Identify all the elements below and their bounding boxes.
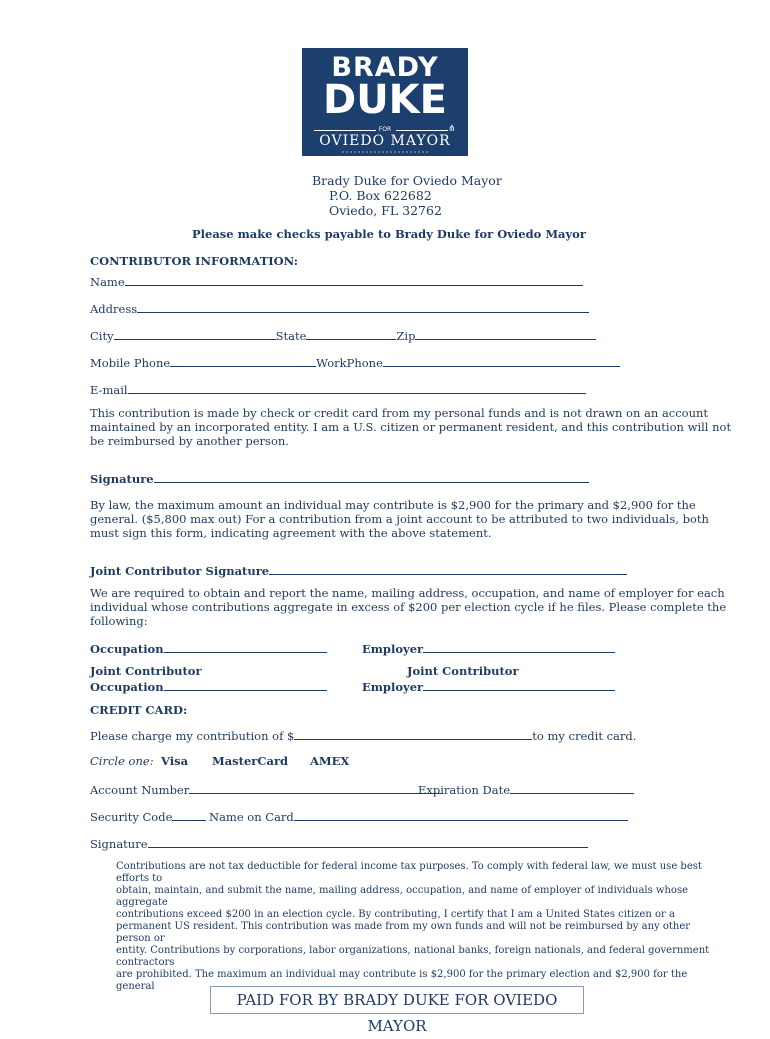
card-signature-field[interactable] xyxy=(148,835,588,848)
disclaimer-line: general xyxy=(116,981,155,992)
name-row xyxy=(90,273,583,289)
joint-signature-label: Joint Contributor Signature xyxy=(90,564,270,578)
joint-occupation-row xyxy=(90,678,327,694)
card-signature-label: Signature xyxy=(90,837,148,851)
joint-signature-field[interactable] xyxy=(269,562,627,575)
joint-employer-row xyxy=(362,678,615,694)
employer-row xyxy=(362,640,615,656)
card-type-amex[interactable]: AMEX xyxy=(310,754,350,768)
expiration-field[interactable] xyxy=(510,781,634,794)
city-row xyxy=(90,327,596,343)
security-code-label: Security Code xyxy=(90,810,173,824)
mobile-phone-label: Mobile Phone xyxy=(90,356,171,370)
disclaimer-line: efforts to xyxy=(116,873,163,884)
signature-field[interactable] xyxy=(154,470,589,483)
security-row xyxy=(90,808,206,824)
campaign-name: Brady Duke for Oviedo Mayor xyxy=(312,173,502,188)
disclaimer-line: contractors xyxy=(116,957,175,968)
logo-line-brady: BRADY xyxy=(331,52,439,83)
account-row xyxy=(90,781,443,797)
occupation-label: Occupation xyxy=(90,642,164,656)
logo-tagline-divider xyxy=(342,151,428,153)
campaign-logo xyxy=(302,48,468,156)
joint-employer-heading: Joint Contributor xyxy=(407,664,519,678)
city-field[interactable] xyxy=(114,327,276,340)
zip-label: Zip xyxy=(396,329,416,343)
campaign-po-box: P.O. Box 622682 xyxy=(329,188,432,203)
disclaimer-line: are prohibited. The maximum an individual may contribute is $2,900 for the primary election and $2,900 for the xyxy=(116,969,688,980)
mobile-phone-field[interactable] xyxy=(170,354,316,367)
name-on-card-label: Name on Card xyxy=(209,810,294,824)
charge-row xyxy=(90,727,636,743)
joint-signature-row xyxy=(90,562,627,578)
employer-field[interactable] xyxy=(423,640,615,653)
expiration-label: Expiration Date xyxy=(418,783,511,797)
card-type-visa[interactable]: Visa xyxy=(161,754,189,768)
disclaimer-line: obtain, maintain, and submit the name, mailing address, occupation, and name of employer of individuals whose xyxy=(116,885,688,896)
city-label: City xyxy=(90,329,114,343)
address-row xyxy=(90,300,589,316)
name-on-card-row xyxy=(209,808,628,824)
contributor-heading: CONTRIBUTOR INFORMATION: xyxy=(90,254,299,268)
disclaimer-line: Contributions are not tax deductible for federal income tax purposes. To comply with federal law, we must use best xyxy=(116,861,702,872)
occupation-row xyxy=(90,640,327,656)
joint-occupation-heading: Joint Contributor xyxy=(90,664,202,678)
name-on-card-field[interactable] xyxy=(294,808,628,821)
card-signature-row xyxy=(90,835,588,851)
logo-rule-right xyxy=(396,130,448,131)
account-number-label: Account Number xyxy=(90,783,190,797)
credit-card-heading: CREDIT CARD: xyxy=(90,703,188,717)
required-info-statement: We are required to obtain and report the name, mailing address, occupation, and name of employer for each individual whose contributions aggregate in excess of $200 per election cycle if he files. Please complete the following: xyxy=(90,586,727,628)
card-type-row xyxy=(90,754,154,768)
card-type-mastercard[interactable]: MasterCard xyxy=(212,754,289,768)
state-field[interactable] xyxy=(306,327,396,340)
disclaimer-line: aggregate xyxy=(116,897,168,908)
employer-label: Employer xyxy=(362,642,424,656)
logo-line-duke: DUKE xyxy=(322,77,447,123)
name-label: Name xyxy=(90,275,125,289)
joint-occupation-label: Occupation xyxy=(90,680,164,694)
name-field[interactable] xyxy=(125,273,583,286)
disclaimer-line: contributions exceed $200 in an election cycle. By contributing, I certify that I am a United States citizen or a xyxy=(116,909,675,920)
signature-label: Signature xyxy=(90,472,154,486)
campaign-city: Oviedo, FL 32762 xyxy=(329,203,442,218)
disclaimer-line: permanent US resident. This contribution was made from my own funds and will not be reimbursed by any other xyxy=(116,921,691,932)
email-row xyxy=(90,381,586,397)
logo-for: FOR xyxy=(378,126,392,133)
zip-field[interactable] xyxy=(415,327,596,340)
address-label: Address xyxy=(90,302,138,316)
disclaimer-line: entity. Contributions by corporations, labor organizations, national banks, foreign nationals, and federal government xyxy=(116,945,710,956)
expiration-row xyxy=(418,781,634,797)
charge-suffix: to my credit card. xyxy=(532,729,637,743)
paid-for-by-box: PAID FOR BY BRADY DUKE FOR OVIEDO MAYOR xyxy=(210,986,584,1014)
work-phone-field[interactable] xyxy=(383,354,620,367)
signature-row xyxy=(90,470,589,486)
occupation-field[interactable] xyxy=(164,640,327,653)
checks-payable-note: Please make checks payable to Brady Duke for Oviedo Mayor xyxy=(192,227,586,241)
disclaimer-line: person or xyxy=(116,933,165,944)
joint-occupation-field[interactable] xyxy=(164,678,327,691)
charge-prefix: Please charge my contribution of $ xyxy=(90,729,295,743)
contribution-statement: This contribution is made by check or credit card from my personal funds and is not drawn on an account maintained by an incorporated entity. I am a U.S. citizen or permanent resident, and this contribution will not be reimbursed by another person. xyxy=(90,406,732,448)
account-number-field[interactable] xyxy=(189,781,443,794)
phone-row xyxy=(90,354,620,370)
joint-employer-label: Employer xyxy=(362,680,424,694)
law-statement: By law, the maximum amount an individual may contribute is $2,900 for the primary and $2,900 for the general. ($5,800 max out) For a contribution from a joint account to be attributed to two individuals, both must sign this form, indicating agreement with the above statement. xyxy=(90,498,709,540)
logo-line-oviedo-mayor: OVIEDO MAYOR xyxy=(319,133,451,149)
email-field[interactable] xyxy=(128,381,586,394)
circle-one-label: Circle one: xyxy=(90,754,154,768)
security-code-field[interactable] xyxy=(172,808,206,821)
trident-icon: ⋔ xyxy=(448,124,456,134)
charge-amount-field[interactable] xyxy=(294,727,532,740)
work-phone-label: WorkPhone xyxy=(316,356,383,370)
joint-employer-field[interactable] xyxy=(423,678,615,691)
address-field[interactable] xyxy=(137,300,589,313)
email-label: E-mail xyxy=(90,383,128,397)
state-label: State xyxy=(275,329,307,343)
